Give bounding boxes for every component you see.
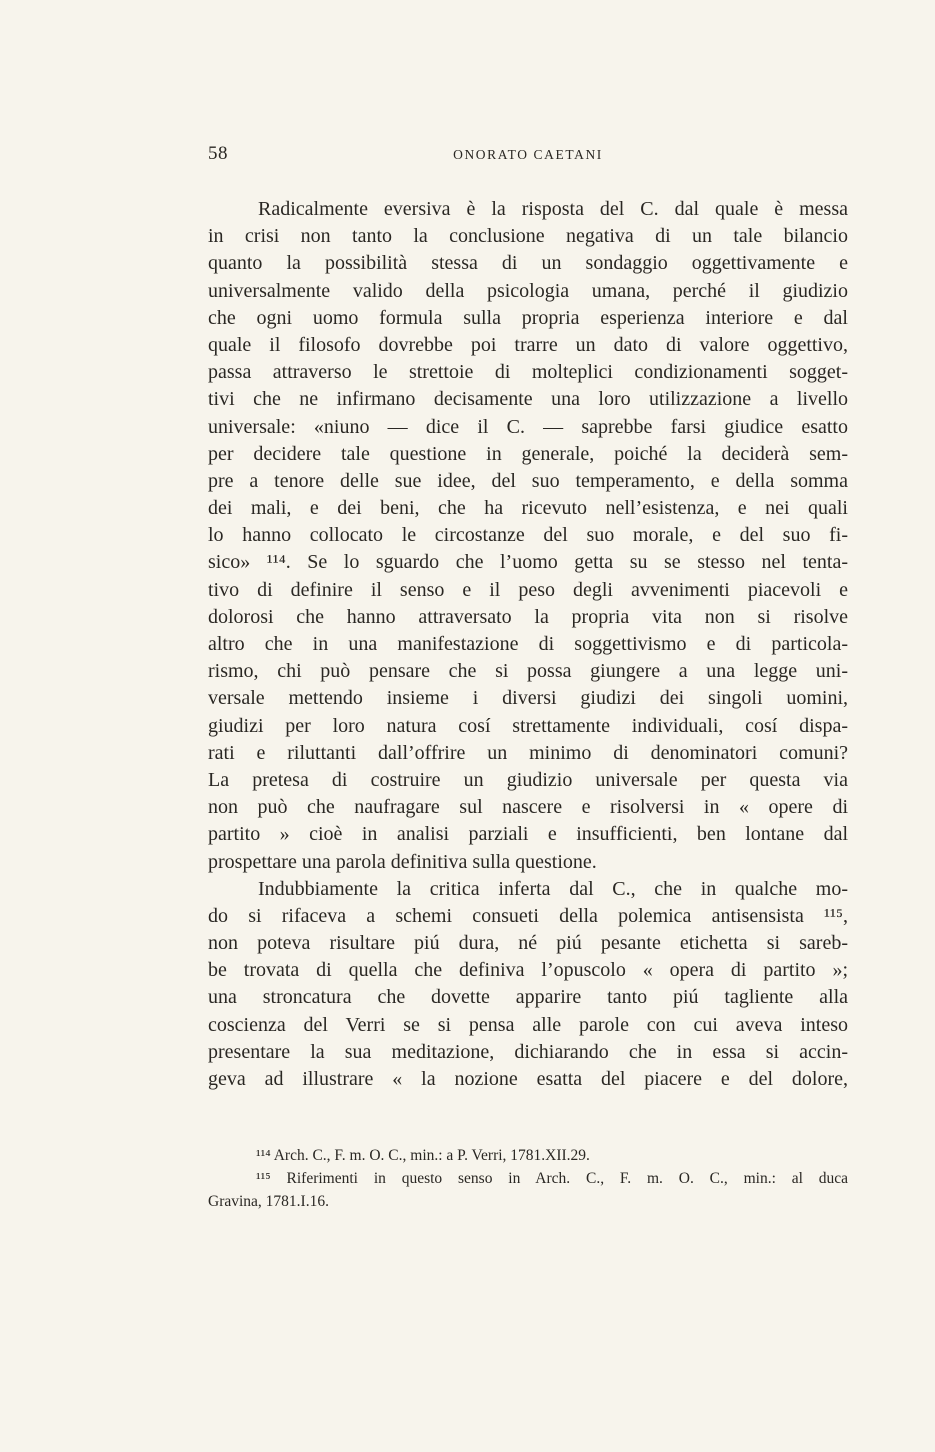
body-text — [208, 196, 848, 1093]
text-line: presentare la sua meditazione, dichiarando che in essa si accin- — [208, 1040, 848, 1063]
text-line: tivo di definire il senso e il peso degli avvenimenti piacevoli e — [208, 578, 848, 601]
text-line: una stroncatura che dovette apparire tanto piú tagliente alla — [208, 986, 848, 1009]
text-line: universale: «niuno — dice il C. — saprebbe farsi giudice esatto — [208, 415, 848, 438]
text-line: partito » cioè in analisi parziali e insufficienti, ben lontane dal — [208, 823, 848, 846]
text-line: pre a tenore delle sue idee, del suo temperamento, e della somma — [208, 469, 848, 492]
text-line: coscienza del Verri se si pensa alle parole con cui aveva inteso — [208, 1013, 848, 1036]
footnote-115: ¹¹⁵ Riferimenti in questo senso in Arch. C., F. m. O. C., min.: al duca — [256, 1170, 848, 1187]
text-line: quanto la possibilità stessa di un sondaggio oggettivamente e — [208, 252, 848, 275]
page-number: 58 — [208, 143, 228, 164]
footnote-114: ¹¹⁴ Arch. C., F. m. O. C., min.: a P. Verri, 1781.XII.29. — [256, 1147, 590, 1164]
text-line: non poteva risultare piú dura, né piú pesante etichetta si sareb- — [208, 932, 848, 955]
footnotes — [208, 1144, 848, 1213]
text-line: non può che naufragare sul nascere e risolversi in « opere di — [208, 796, 848, 819]
text-line: quale il filosofo dovrebbe poi trarre un dato di valore oggettivo, — [208, 333, 848, 356]
text-line: sico» ¹¹⁴. Se lo sguardo che l’uomo getta su se stesso nel tenta- — [208, 551, 848, 574]
text-line: per decidere tale questione in generale, poiché la deciderà sem- — [208, 442, 848, 465]
text-line: in crisi non tanto la conclusione negativa di un tale bilancio — [208, 225, 848, 248]
text-line: do si rifaceva a schemi consueti della polemica antisensista ¹¹⁵, — [208, 904, 848, 927]
text-line: altro che in una manifestazione di soggettivismo e di particola- — [208, 633, 848, 655]
text-line: rismo, chi può pensare che si possa giungere a una legge uni- — [208, 660, 848, 683]
text-line: giudizi per loro natura cosí strettamente individuali, cosí dispa- — [208, 714, 848, 737]
text-line: dei mali, e dei beni, che ha ricevuto nell’esistenza, e nei quali — [208, 497, 848, 520]
text-line: passa attraverso le strettoie di molteplici condizionamenti sogget- — [208, 361, 848, 384]
text-line: lo hanno collocato le circostanze del suo morale, e del suo fi- — [208, 524, 848, 547]
footnote-115-continued: Gravina, 1781.I.16. — [208, 1193, 329, 1210]
text-line: Indubbiamente la critica inferta dal C., che in qualche mo- — [258, 877, 848, 900]
text-line: universalmente valido della psicologia umana, perché il giudizio — [208, 279, 848, 302]
text-line: Radicalmente eversiva è la risposta del C. dal quale è messa — [258, 198, 848, 220]
text-line: be trovata di quella che definiva l’opuscolo « opera di partito »; — [208, 959, 848, 982]
text-line: dolorosi che hanno attraversato la propria vita non si risolve — [208, 605, 848, 628]
text-line: geva ad illustrare « la nozione esatta del piacere e del dolore, — [208, 1068, 848, 1090]
text-line: rati e riluttanti dall’offrire un minimo di denominatori comuni? — [208, 741, 848, 764]
text-line: La pretesa di costruire un giudizio universale per questa via — [208, 768, 848, 791]
text-line: versale mettendo insieme i diversi giudizi dei singoli uomini, — [208, 687, 848, 710]
text-line: prospettare una parola definitiva sulla questione. — [208, 850, 597, 873]
text-line: tivi che ne infirmano decisamente una loro utilizzazione a livello — [208, 388, 848, 411]
running-title: ONORATO CAETANI — [453, 147, 603, 162]
running-head — [208, 143, 848, 173]
text-line: che ogni uomo formula sulla propria esperienza interiore e dal — [208, 306, 848, 329]
